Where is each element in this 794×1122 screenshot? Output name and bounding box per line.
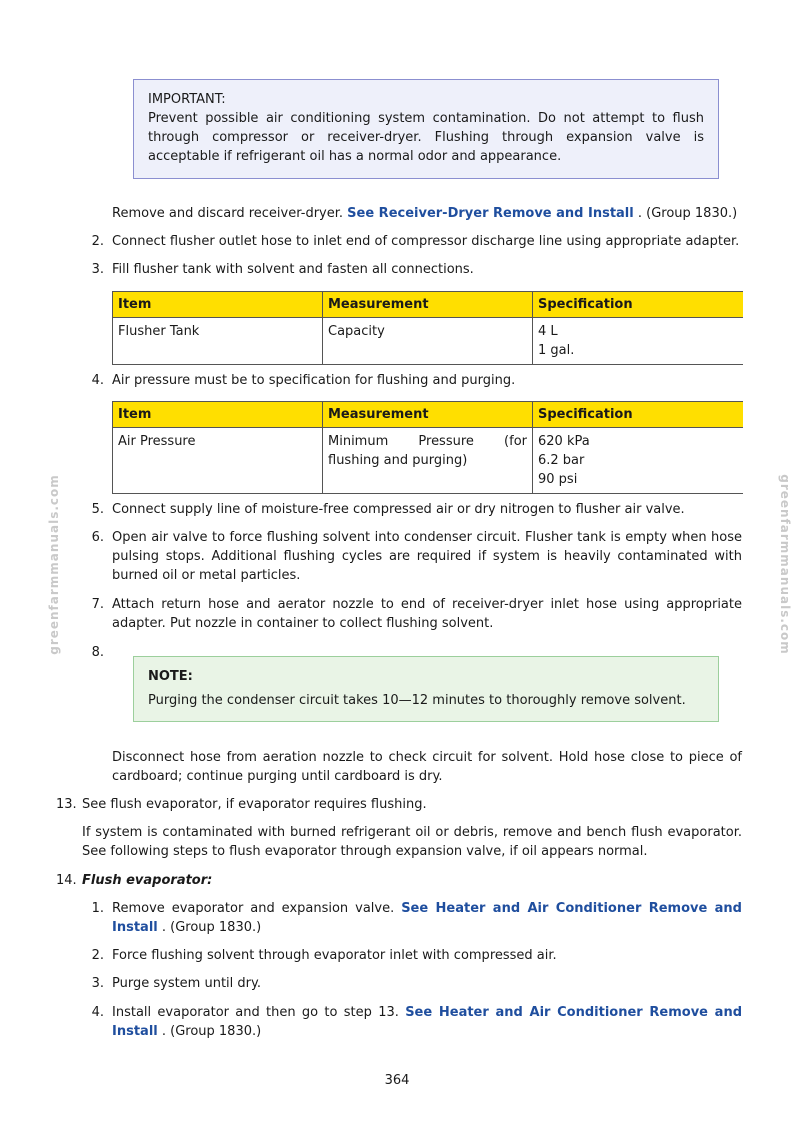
step-3-text: Fill flusher tank with solvent and fasten all connections. (112, 262, 474, 277)
step-4-text: Air pressure must be to specification for flushing and purging. (112, 373, 516, 388)
table-cell-specification: 620 kPa 6.2 bar 90 psi (533, 428, 743, 494)
table-row (113, 428, 743, 494)
receiver-dryer-link[interactable]: See Receiver-Dryer Remove and Install (347, 206, 634, 221)
step-6-text: Open air valve to force flushing solvent into condenser circuit. Flusher tank is empty when hose pulsing stops. Additional flushing cycles are required if system is heavily contaminated with burned oil or metal particles. (112, 530, 742, 583)
step-13-text: See flush evaporator, if evaporator requires flushing. (82, 797, 427, 812)
substep-4-text: Install evaporator and then go to step 13. See Heater and Air Conditioner Remove and Install . (Group 1830.) (112, 1005, 743, 1039)
flusher-tank-spec-table (112, 291, 743, 365)
important-callout (133, 79, 719, 179)
table-cell-measurement: Capacity (323, 318, 533, 365)
watermark-left: greenfarmmanuals.com (46, 474, 61, 655)
table-header-item: Item (113, 292, 323, 318)
step-1-text: Remove and discard receiver-dryer. See Receiver-Dryer Remove and Install . (Group 1830.) (112, 206, 738, 221)
important-title: IMPORTANT: (148, 92, 226, 107)
substep-3-text: Purge system until dry. (112, 976, 261, 991)
step-8-number: 8. (91, 645, 104, 660)
substep-2-text: Force flushing solvent through evaporator inlet with compressed air. (112, 948, 557, 963)
air-pressure-spec-table (112, 401, 743, 494)
step-5-text: Connect supply line of moisture-free compressed air or dry nitrogen to flusher air valve. (112, 502, 685, 517)
step-2-text: Connect flusher outlet hose to inlet end of compressor discharge line using appropriate adapter. (112, 234, 740, 249)
table-cell-specification: 4 L 1 gal. (533, 318, 743, 365)
substep-2-number: 2. (91, 948, 104, 963)
table-cell-measurement: Minimum Pressure (for flushing and purging) (323, 428, 533, 494)
step-7-number: 7. (91, 597, 104, 612)
table-header-measurement: Measurement (323, 402, 533, 428)
note-text: Purging the condenser circuit takes 10—12 minutes to thoroughly remove solvent. (148, 693, 686, 708)
table-cell-item: Air Pressure (113, 428, 323, 494)
heater-ac-link[interactable]: See Heater and Air Conditioner Remove and Install (112, 1005, 743, 1039)
step-13-detail: If system is contaminated with burned refrigerant oil or debris, remove and bench flush evaporator. See following steps to flush evaporator through expansion valve, if oil appears normal. (82, 825, 742, 859)
table-cell-item: Flusher Tank (113, 318, 323, 365)
substep-4-number: 4. (91, 1005, 104, 1020)
watermark-right: greenfarmmanuals.com (777, 474, 792, 655)
table-header-measurement: Measurement (323, 292, 533, 318)
step-13-number: 13. (56, 797, 77, 812)
step-8-text: Disconnect hose from aeration nozzle to check circuit for solvent. Hold hose close to piece of cardboard; continue purging until cardboard is dry. (112, 750, 742, 784)
step-14-number: 14. (56, 873, 77, 888)
note-title: NOTE: (148, 669, 193, 684)
step-3-number: 3. (91, 262, 104, 277)
table-header-specification: Specification (533, 402, 743, 428)
step-14-title: Flush evaporator: (82, 873, 213, 888)
table-header-specification: Specification (533, 292, 743, 318)
note-callout (133, 656, 719, 722)
substep-1-number: 1. (91, 901, 104, 916)
substep-3-number: 3. (91, 976, 104, 991)
step-2-number: 2. (91, 234, 104, 249)
step-7-text: Attach return hose and aerator nozzle to end of receiver-dryer inlet hose using appropriate adapter. Put nozzle in container to collect flushing solvent. (112, 597, 742, 631)
table-header-item: Item (113, 402, 323, 428)
heater-ac-link[interactable]: See Heater and Air Conditioner Remove and Install (112, 901, 742, 935)
step-6-number: 6. (91, 530, 104, 545)
substep-1-text: Remove evaporator and expansion valve. See Heater and Air Conditioner Remove and Install . (Group 1830.) (112, 901, 742, 935)
page-number: 364 (384, 1073, 410, 1088)
important-text: Prevent possible air conditioning system contamination. Do not attempt to flush through compressor or receiver-dryer. Flushing through expansion valve is acceptable if refrigerant oil has a normal odor and appearance. (148, 111, 704, 164)
table-row (113, 318, 743, 365)
step-5-number: 5. (91, 502, 104, 517)
step-4-number: 4. (91, 373, 104, 388)
